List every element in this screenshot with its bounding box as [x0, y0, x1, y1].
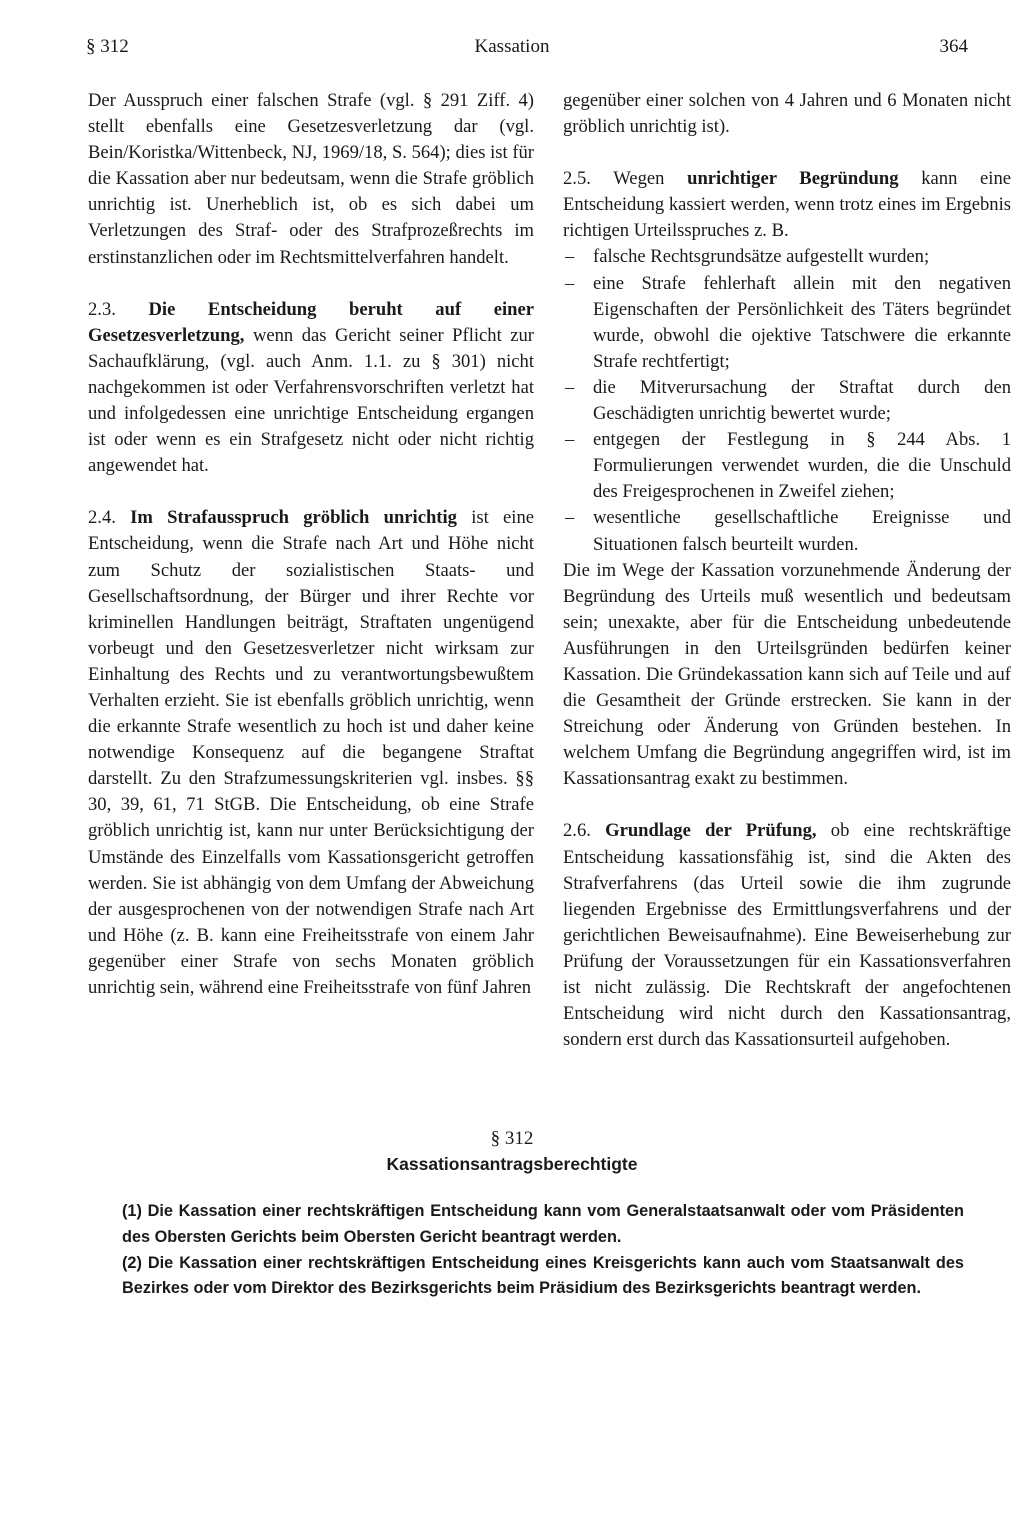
paragraph-continuation: gegenüber einer solchen von 4 Jahren und 6 Monaten nicht gröblich unrichtig ist).: [563, 90, 1011, 138]
running-head-section: § 312: [86, 36, 129, 57]
paragraph-aenderung-begruendung: Die im Wege der Kassation vorzunehmende Änderung der Begründung des Urteils muß wesentlich und bedeutsam sein; unexakte, aber für die Entscheidung unbedeutende Ausführungen in den Urteilsgründen bedürfen keiner Kassation. Die Gründekassation kann sich auf Teile und auf die Gesamtheit der Gründe erstrecken. Sie kann in der Streichung oder Änderung von Gründen bestehen. In welchem Umfang die Begründung angegriffen wird, ist im Kassationsantrag exakt zu bestimmen.: [563, 559, 1011, 790]
paragraph-number: 2.5.: [563, 168, 591, 190]
list-item: – eine Strafe fehlerhaft allein mit den negativen Eigenschaften der Persönlichkeit des Täters begründet wurde, obwohl die ojektive Tatschwere die erkannte Strafe rechtfertigt;: [563, 271, 1011, 375]
statute-text: [122, 1199, 964, 1302]
list-item: – falsche Rechtsgrundsätze aufgestellt wurden;: [563, 244, 1011, 270]
statute-paragraph-1: (1) Die Kassation einer rechtskräftigen Entscheidung kann vom Generalstaatsanwalt oder vom Präsidenten des Obersten Gerichts beim Obersten Gericht beantragt werden.: [122, 1202, 964, 1246]
paragraph-lead: Wegen: [613, 168, 665, 190]
statute-paragraph-2: (2) Die Kassation einer rechtskräftigen Entscheidung eines Kreisgerichts kann auch vom Staatsanwalt des Bezirkes oder vom Direktor des Bezirksgerichts beim Präsidium des Bezirksgerichts beantragt werden.: [122, 1253, 964, 1298]
left-column: [88, 88, 534, 1001]
paragraph-2-6: [563, 818, 1011, 1053]
statute-section-title: Kassationsantragsberechtigte: [386, 1154, 638, 1174]
list-item: – die Mitverursachung der Straftat durch den Geschädigten unrichtig bewertet wurde;: [563, 375, 1011, 427]
paragraph-keyword: Im Strafausspruch gröblich unrichtig: [130, 507, 457, 529]
paragraph-2-4: [88, 505, 534, 1001]
paragraph-text: ist eine Entscheidung, wenn die Strafe nach Art und Höhe nicht zum Schutz der sozialistischen Staats- und Gesellschaftsordnung, der Bürger und ihrer Rechte vor kriminellen Handlungen beiträgt, Straftaten ungenügend vorbeugt und den Gesetzesverletzer nicht wirksam zur Einhaltung des Rechts und zu verantwortungsbewußtem Verhalten erzieht. Sie ist ebenfalls gröblich unrichtig, wenn die erkannte Strafe wesentlich zu hoch ist und daher keine notwendige Konsequenz auf die begangene Straftat darstellt. Zu den Strafzumessungskriterien vgl. insbes. §§ 30, 39, 61, 71 StGB. Die Entscheidung, ob eine Strafe gröblich unrichtig ist, kann nur unter Berücksichtigung der Umstände des Einzelfalls vom Kassationsgericht getroffen werden. Sie ist abhängig von dem Umfang der Abweichung der ausgesprochenen von der notwendigen Strafe nach Art und Höhe (z. B. kann eine Freiheitsstrafe von einem Jahr gegenüber einer Strafe von sechs Monaten gröblich unrichtig sein, während eine Freiheitsstrafe von fünf Jahren: [88, 507, 534, 998]
page-number: 364: [939, 36, 968, 57]
paragraph-text: wenn das Gericht seiner Pflicht zur Sachaufklärung, (vgl. auch Anm. 1.1. zu § 301) nicht nachgekommen ist oder Verfahrensvorschriften verletzt hat und infolgedessen eine unrichtige Entscheidung ergangen ist oder wenn es ein Strafgesetz nicht oder nicht richtig angewendet hat.: [88, 324, 534, 477]
paragraph-keyword: Die Entscheidung beruht auf einer Gesetzesverletzung,: [88, 298, 534, 346]
statute-section-number: § 312: [490, 1128, 534, 1149]
paragraph-number: 2.3.: [88, 298, 116, 320]
paragraph-text: kann eine Entscheidung kassiert werden, wenn trotz eines im Ergebnis richtigen Urteilsspruches z. B.: [563, 168, 1012, 242]
paragraph-gesetzesverletzung-strafe: Der Ausspruch einer falschen Strafe (vgl. § 291 Ziff. 4) stellt ebenfalls eine Gesetzesverletzung dar (vgl. Bein/Koristka/Wittenbeck, NJ, 1969/18, S. 564); dies ist für die Kassation aber nur bedeutsam, wenn die Strafe gröblich unrichtig ist. Unerheblich ist, ob es sich dabei um Verletzungen des Straf- oder des Strafprozeßrechts im erstinstanzlichen oder im Rechtsmittelverfahren handelt.: [88, 90, 534, 268]
reasons-list: [563, 244, 1011, 557]
paragraph-number: 2.6.: [563, 820, 591, 842]
paragraph-number: 2.4.: [88, 507, 116, 529]
paragraph-keyword: unrichtiger Begründung: [687, 168, 899, 190]
list-item: – wesentliche gesellschaftliche Ereignisse und Situationen falsch beurteilt wurden.: [563, 505, 1011, 557]
paragraph-2-5: [563, 166, 1011, 244]
paragraph-2-3: [88, 297, 534, 480]
right-column: [563, 88, 1011, 1053]
running-head-title: Kassation: [474, 36, 550, 57]
paragraph-keyword: Grundlage der Prüfung,: [605, 820, 817, 842]
list-item: – entgegen der Festlegung in § 244 Abs. 1 Formulierungen verwendet wurden, die die Unschuld des Freigesprochenen in Zweifel ziehen;: [563, 427, 1011, 505]
paragraph-text: ob eine rechtskräftige Entscheidung kassationsfähig ist, sind die Akten des Strafverfahrens (das Urteil sowie die ihm zugrunde liegenden Ergebnisse des Ermittlungsverfahrens und der gerichtlichen Beweisaufnahme). Eine Beweiserhebung zur Prüfung der Voraussetzungen für ein Kassationsverfahren ist nicht zulässig. Die Rechtskraft der angefochtenen Entscheidung wird nicht durch den Kassationsantrag, sondern erst durch das Kassationsurteil aufgehoben.: [563, 820, 1011, 1051]
